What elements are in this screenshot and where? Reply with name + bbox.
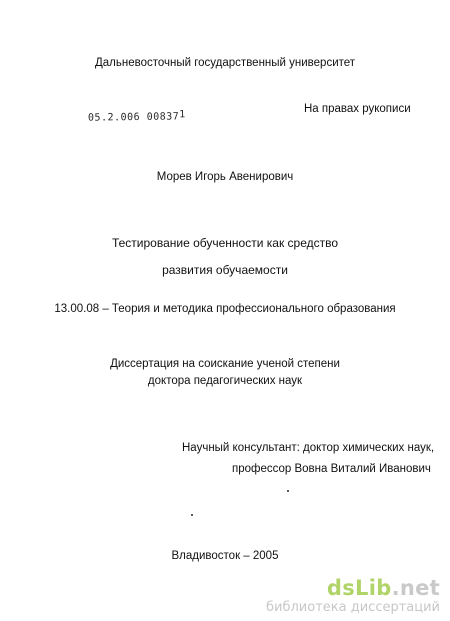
- thesis-title-line-1: Тестирование обученности как средство: [111, 236, 339, 250]
- city-year: Владивосток – 2005: [171, 550, 279, 562]
- dslib-watermark: [266, 577, 440, 615]
- watermark-logo-part2: .net: [391, 576, 440, 600]
- degree-line-1: Диссертация на соискание ученой степени: [110, 358, 340, 370]
- specialty-code: 13.00.08 – Теория и методика профессионального образования: [54, 303, 396, 315]
- watermark-logo: [266, 577, 440, 599]
- rights-notice: На правах рукописи: [304, 103, 411, 115]
- degree-line-2: доктора педагогических наук: [147, 375, 303, 387]
- thesis-title-line-2: развития обучаемости: [162, 263, 288, 277]
- archive-stamp: [88, 111, 186, 123]
- advisor-line-1: Научный консультант: доктор химических наук,: [182, 442, 435, 454]
- stamp-mark: 1: [179, 109, 186, 121]
- university-name: Дальневосточный государственный университет: [94, 57, 356, 69]
- author-name: Морев Игорь Авенирович: [156, 171, 294, 183]
- scan-speck: [191, 514, 193, 516]
- stamp-number: 05.2.006 00837: [87, 111, 180, 124]
- advisor-line-2: профессор Вовна Виталий Иванович: [232, 463, 431, 475]
- watermark-logo-part1: dsLib: [326, 576, 392, 600]
- watermark-subtitle: библиотека диссертаций: [266, 600, 440, 615]
- scan-speck: [287, 490, 289, 492]
